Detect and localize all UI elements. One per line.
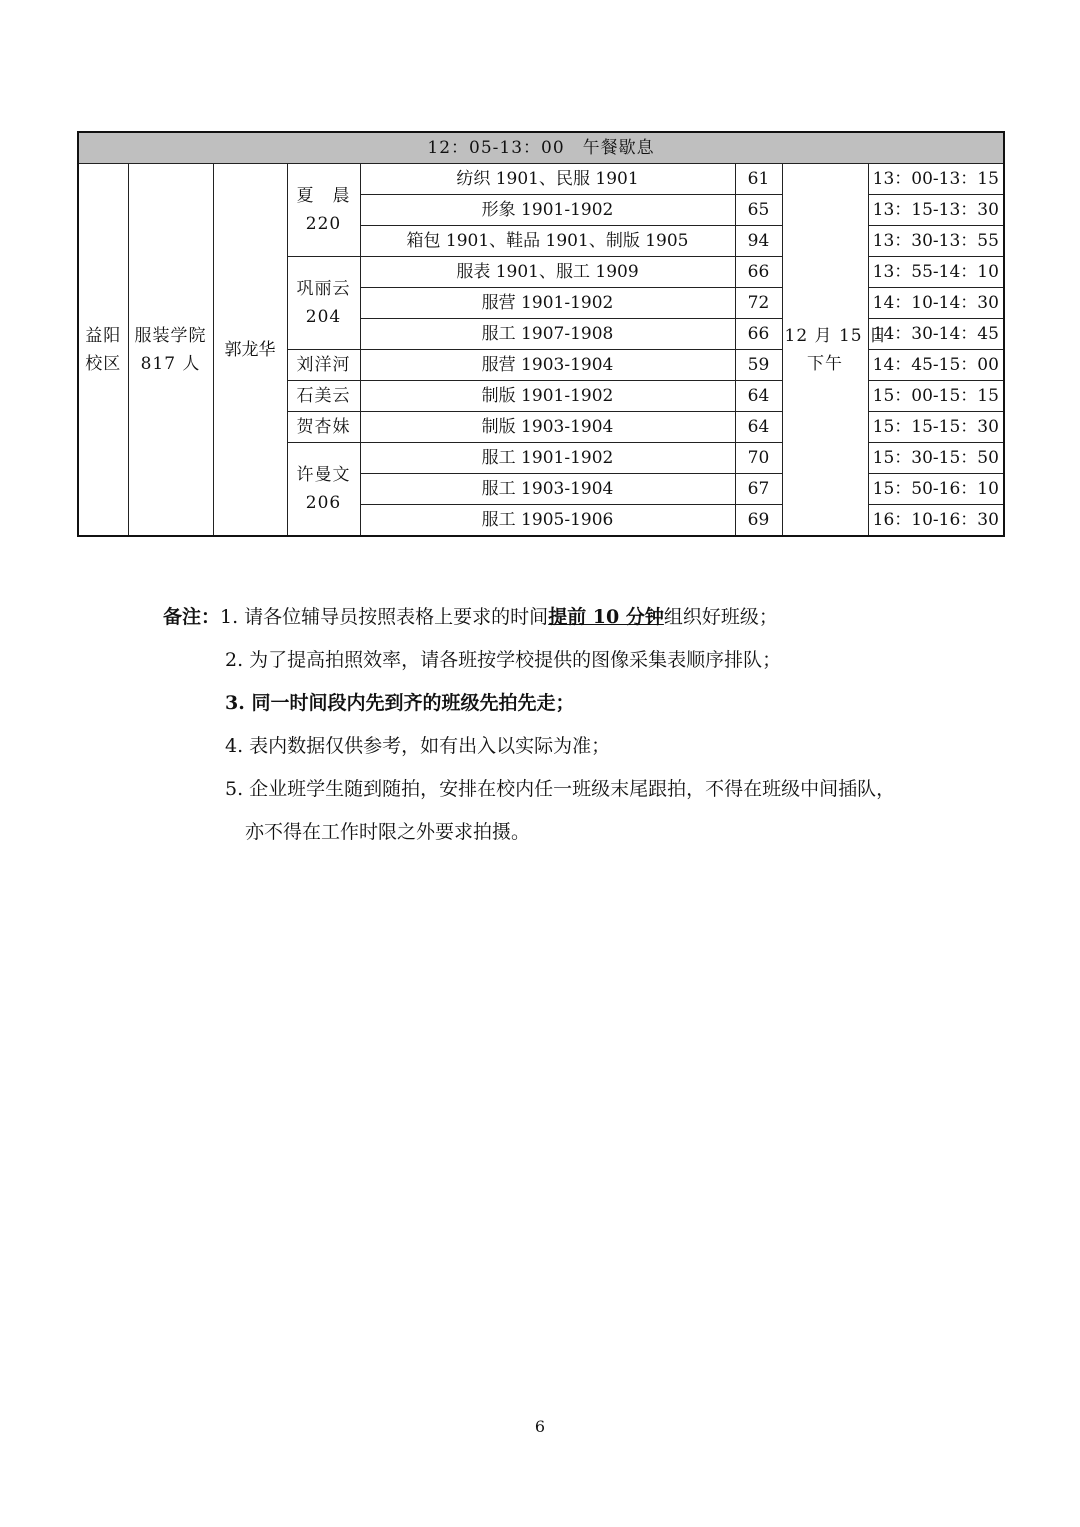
- college-cell: 服装学院 817 人: [128, 164, 213, 537]
- time-cell: 15：30-15：50: [868, 443, 1004, 474]
- class-cell: 服营 1903-1904: [360, 350, 735, 381]
- class-cell: 服工 1903-1904: [360, 474, 735, 505]
- date-cell: 12 月 15 日 下午: [782, 164, 868, 537]
- class-cell: 服工 1905-1906: [360, 505, 735, 537]
- count-cell: 59: [735, 350, 782, 381]
- notes-section: [163, 596, 953, 854]
- lunch-row: [78, 132, 1004, 164]
- time-cell: 14：45-15：00: [868, 350, 1004, 381]
- class-cell: 服工 1907-1908: [360, 319, 735, 350]
- count-cell: 69: [735, 505, 782, 537]
- class-cell: 制版 1901-1902: [360, 381, 735, 412]
- note-5: 5. 企业班学生随到随拍，安排在校内任一班级末尾跟拍，不得在班级中间插队，: [225, 778, 896, 800]
- schedule-row: [78, 164, 1004, 195]
- teacher-cell: 许曼文 206: [287, 443, 360, 537]
- time-cell: 13：00-13：15: [868, 164, 1004, 195]
- note-1: [163, 596, 953, 639]
- class-cell: 制版 1903-1904: [360, 412, 735, 443]
- class-cell: 箱包 1901、鞋品 1901、制版 1905: [360, 226, 735, 257]
- class-cell: 纺织 1901、民服 1901: [360, 164, 735, 195]
- note-3: 3. 同一时间段内先到齐的班级先拍先走；: [225, 692, 575, 714]
- time-cell: 15：00-15：15: [868, 381, 1004, 412]
- teacher-cell: 石美云: [287, 381, 360, 412]
- class-cell: 服表 1901、服工 1909: [360, 257, 735, 288]
- time-cell: 15：15-15：30: [868, 412, 1004, 443]
- page-number: 6: [534, 1417, 546, 1436]
- teacher-cell: 巩丽云 204: [287, 257, 360, 350]
- note-1-emphasis: 提前 10 分钟: [548, 606, 664, 628]
- class-cell: 服工 1901-1902: [360, 443, 735, 474]
- time-cell: 14：10-14：30: [868, 288, 1004, 319]
- counselor-cell: 郭龙华: [213, 164, 287, 537]
- schedule-body: [78, 132, 1004, 536]
- time-cell: 16：10-16：30: [868, 505, 1004, 537]
- count-cell: 61: [735, 164, 782, 195]
- time-cell: 13：15-13：30: [868, 195, 1004, 226]
- count-cell: 64: [735, 381, 782, 412]
- time-cell: 15：50-16：10: [868, 474, 1004, 505]
- teacher-cell: 贺杏妹: [287, 412, 360, 443]
- count-cell: 66: [735, 257, 782, 288]
- note-5-continued: 亦不得在工作时限之外要求拍摄。: [245, 821, 531, 843]
- note-1-tail: 组织好班级；: [663, 606, 778, 628]
- time-cell: 14：30-14：45: [868, 319, 1004, 350]
- teacher-cell: 夏 晨 220: [287, 164, 360, 257]
- note-1-text: 1. 请各位辅导员按照表格上要求的时间: [220, 606, 549, 628]
- lunch-break-cell: 12：05-13：00 午餐歇息: [78, 132, 1004, 164]
- schedule-table: [77, 131, 1005, 537]
- time-cell: 13：55-14：10: [868, 257, 1004, 288]
- note-2: 2. 为了提高拍照效率，请各班按学校提供的图像采集表顺序排队；: [225, 649, 782, 671]
- campus-cell: 益阳 校区: [78, 164, 128, 537]
- count-cell: 65: [735, 195, 782, 226]
- count-cell: 70: [735, 443, 782, 474]
- class-cell: 形象 1901-1902: [360, 195, 735, 226]
- class-cell: 服营 1901-1902: [360, 288, 735, 319]
- count-cell: 72: [735, 288, 782, 319]
- notes-label: 备注：: [163, 606, 221, 628]
- time-cell: 13：30-13：55: [868, 226, 1004, 257]
- note-4: 4. 表内数据仅供参考，如有出入以实际为准；: [225, 735, 611, 757]
- teacher-cell: 刘洋河: [287, 350, 360, 381]
- count-cell: 94: [735, 226, 782, 257]
- count-cell: 67: [735, 474, 782, 505]
- count-cell: 66: [735, 319, 782, 350]
- count-cell: 64: [735, 412, 782, 443]
